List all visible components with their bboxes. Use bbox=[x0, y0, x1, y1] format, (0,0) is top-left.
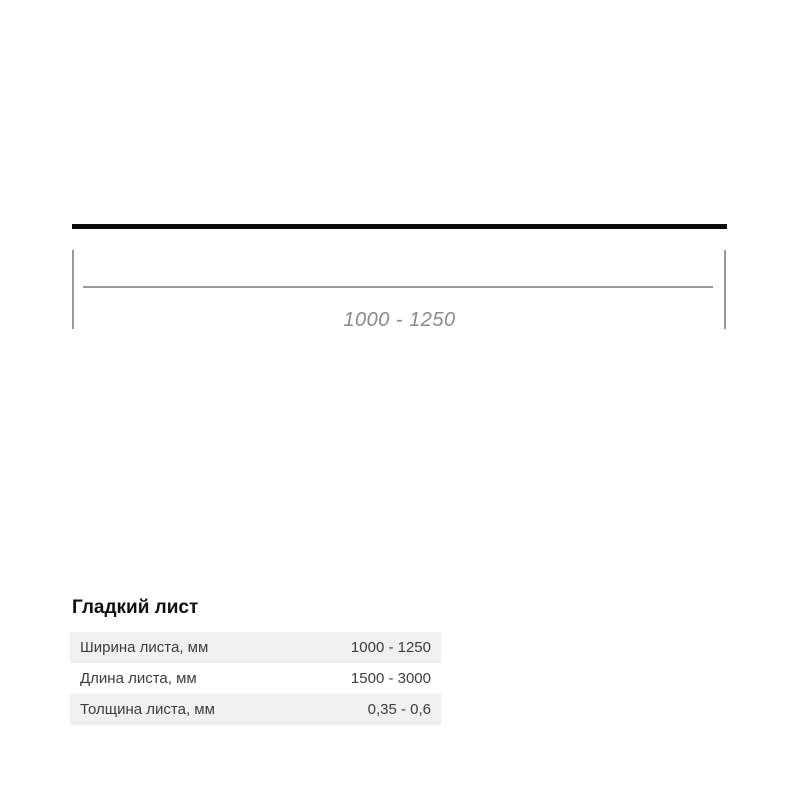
dimension-line bbox=[83, 286, 713, 288]
spec-table bbox=[70, 632, 441, 725]
dimension-label: 1000 - 1250 bbox=[343, 309, 456, 331]
row-value: 1500 - 3000 bbox=[350, 670, 431, 687]
row-label: Длина листа, мм bbox=[80, 670, 197, 687]
table-row bbox=[70, 663, 441, 694]
row-label: Ширина листа, мм bbox=[80, 639, 209, 656]
row-value: 0,35 - 0,6 bbox=[367, 701, 431, 718]
row-value: 1000 - 1250 bbox=[350, 639, 431, 656]
table-row bbox=[70, 694, 441, 725]
table-row bbox=[70, 632, 441, 663]
section-title: Гладкий лист bbox=[72, 597, 199, 618]
row-label: Толщина листа, мм bbox=[80, 701, 215, 718]
sheet-profile-bar bbox=[72, 224, 727, 229]
